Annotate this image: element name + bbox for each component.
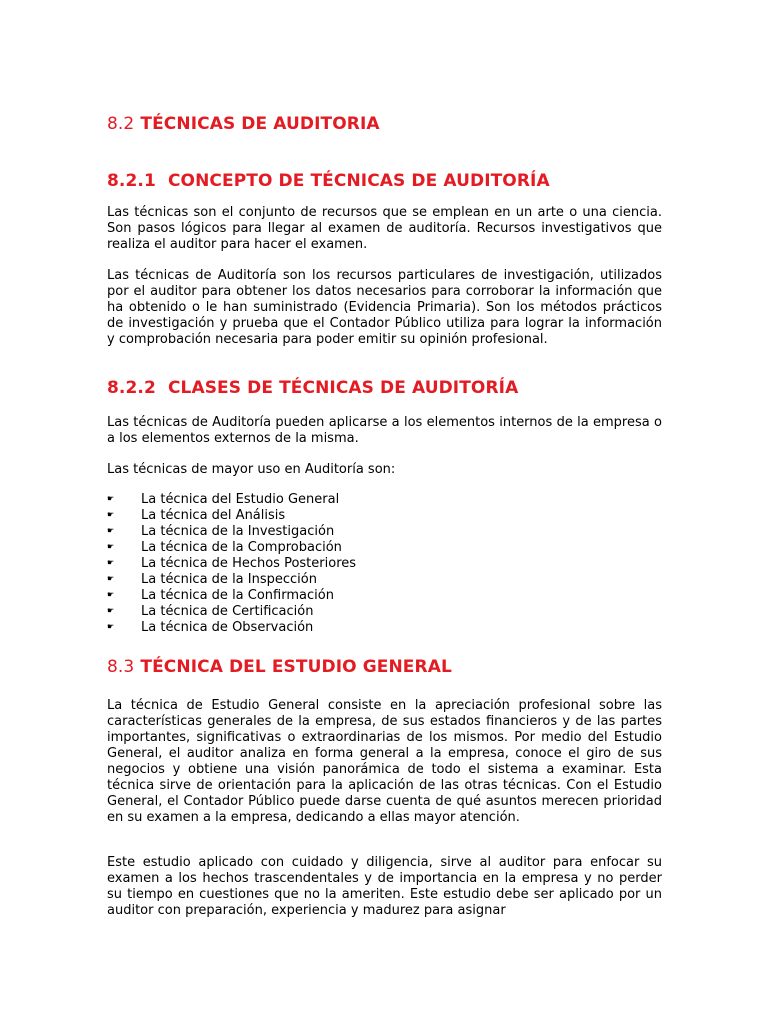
section-number: 8.2 xyxy=(107,114,135,134)
paragraph-mayor-uso: Las técnicas de mayor uso en Auditoría son: xyxy=(107,462,396,477)
paragraph-clases: Las técnicas de Auditoría pueden aplicarse a los elementos internos de la empresa o a los elementos externos de la misma. xyxy=(107,415,662,446)
list-item: ☛ La técnica de la Investigación xyxy=(107,524,335,539)
list-item: ☛ La técnica de la Confirmación xyxy=(107,588,334,603)
list-item: ☛ La técnica de Hechos Posteriores xyxy=(107,556,357,571)
hand-pointing-icon: ☛ xyxy=(107,494,115,503)
section-title: TÉCNICAS DE AUDITORIA xyxy=(140,114,380,134)
section-heading-8-2-1 xyxy=(107,171,550,191)
paragraph-estudio-aplicado: Este estudio aplicado con cuidado y diligencia, sirve al auditor para enfocar su examen a los hechos trascendentales y de importancia en la empresa y no perder su tiempo en cuestiones que no la ameriten. Este estudio debe ser aplicado por un auditor con preparación, experiencia y madurez para asignar xyxy=(107,855,662,918)
hand-pointing-icon: ☛ xyxy=(107,526,115,535)
hand-pointing-icon: ☛ xyxy=(107,590,115,599)
section-heading-8-2 xyxy=(107,114,380,134)
paragraph-estudio-general: La técnica de Estudio General consiste en la apreciación profesional sobre las características generales de la empresa, de sus estados financieros y de las partes importantes, significativas o extraordinarias de los mismos. Por medio del Estudio General, el auditor analiza en forma general a la empresa, conoce el giro de sus negocios y obtiene una visión panorámica de todo el sistema a examinar. Esta técnica sirve de orientación para la aplicación de las otras técnicas. Con el Estudio General, el Contador Público puede darse cuenta de qué asuntos merecen prioridad en su examen a la empresa, dedicando a ellas mayor atención. xyxy=(107,698,662,825)
section-number: 8.2.2 xyxy=(107,378,156,398)
section-title: TÉCNICA DEL ESTUDIO GENERAL xyxy=(140,657,452,677)
paragraph-concepto: Las técnicas son el conjunto de recursos que se emplean en un arte o una ciencia. Son pasos lógicos para llegar al examen de auditoría. Recursos investigativos que realiza el auditor para hacer el examen. xyxy=(107,205,662,252)
list-item: ☛ La técnica de la Inspección xyxy=(107,572,317,587)
list-item: ☛ La técnica de Certificación xyxy=(107,604,314,619)
hand-pointing-icon: ☛ xyxy=(107,622,115,631)
section-number: 8.2.1 xyxy=(107,171,156,191)
hand-pointing-icon: ☛ xyxy=(107,510,115,519)
hand-pointing-icon: ☛ xyxy=(107,606,115,615)
hand-pointing-icon: ☛ xyxy=(107,558,115,567)
hand-pointing-icon: ☛ xyxy=(107,574,115,583)
section-heading-8-3 xyxy=(107,657,452,677)
list-item: ☛ La técnica del Estudio General xyxy=(107,492,340,507)
paragraph-tecnicas-auditoria: Las técnicas de Auditoría son los recursos particulares de investigación, utilizados por el auditor para obtener los datos necesarios para corroborar la información que ha obtenido o le han suministrado (Evidencia Primaria). Son los métodos prácticos de investigación y prueba que el Contador Público utiliza para lograr la información y comprobación necesaria para poder emitir su opinión profesional. xyxy=(107,268,662,347)
techniques-list xyxy=(107,492,662,636)
section-title: CLASES DE TÉCNICAS DE AUDITORÍA xyxy=(167,378,519,398)
list-item: ☛ La técnica de Observación xyxy=(107,620,314,635)
section-title: CONCEPTO DE TÉCNICAS DE AUDITORÍA xyxy=(167,171,550,191)
section-number: 8.3 xyxy=(107,657,135,677)
list-item: ☛ La técnica de la Comprobación xyxy=(107,540,342,555)
section-heading-8-2-2 xyxy=(107,378,518,398)
hand-pointing-icon: ☛ xyxy=(107,542,115,551)
list-item: ☛ La técnica del Análisis xyxy=(107,508,286,523)
